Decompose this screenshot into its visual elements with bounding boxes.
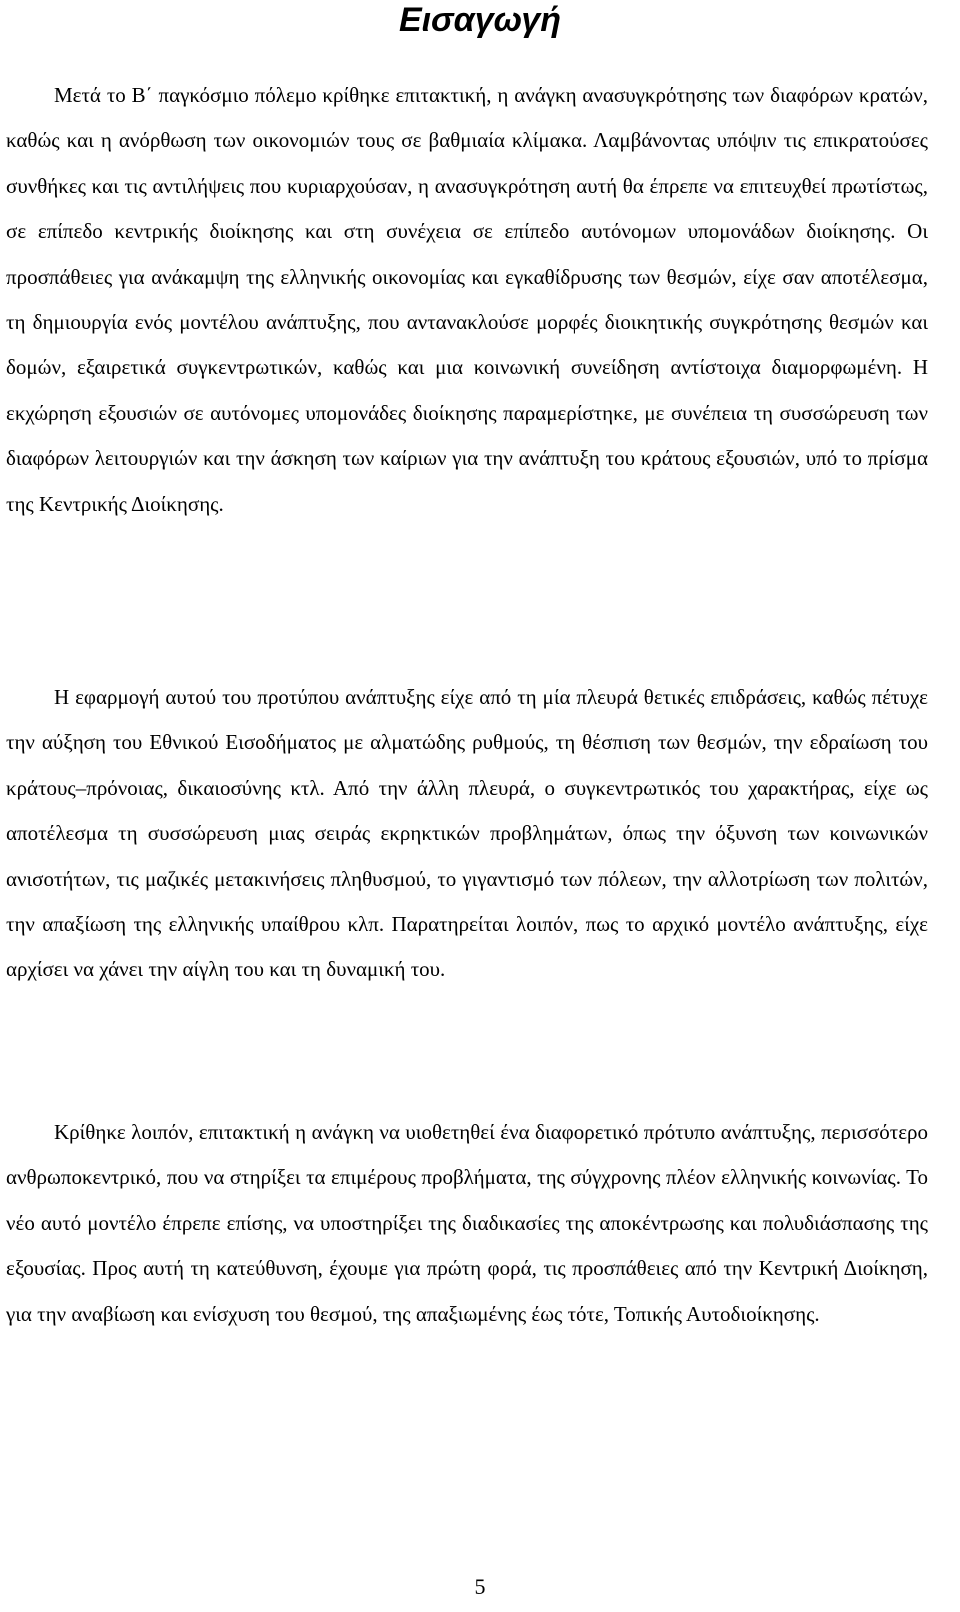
paragraph-2: Η εφαρμογή αυτού του προτύπου ανάπτυξης είχε από τη μία πλευρά θετικές επιδράσεις, καθώς πέτυχε την αύξηση του Εθνικού Εισοδήματος με αλματώδης ρυθμούς, τη θέσπιση των θεσμών, την εδραίωση του κράτους–πρόνοιας, δικαιοσύνης κτλ. Από την άλλη πλευρά, ο συγκεντρωτικός του χαρακτήρας, είχε ως αποτέλεσμα τη συσσώρευση μιας σειράς εκρηκτικών προβλημάτων, όπως την όξυνση των κοινωνικών ανισοτήτων, τις μαζικές μετακινήσεις πληθυσμού, το γιγαντισμό των πόλεων, την αλλοτρίωση των πολιτών, την απαξίωση της ελληνικής υπαίθρου κλπ. Παρατηρείται λοιπόν, πως το αρχικό μοντέλο ανάπτυξης, είχε αρχίσει να χάνει την αίγλη του και τη δυναμική του. [6, 685, 928, 982]
page-title: Εισαγωγή [398, 1, 562, 39]
paragraph-1: Μετά το Β΄ παγκόσμιο πόλεμο κρίθηκε επιτακτική, η ανάγκη ανασυγκρότησης των διαφόρων κρατών, καθώς και η ανόρθωση των οικονομιών τους σε βαθμιαία κλίμακα. Λαμβάνοντας υπόψιν τις επικρατούσες συνθήκες και τις αντιλήψεις που κυριαρχούσαν, η ανασυγκρότηση αυτή θα έπρεπε να επιτευχθεί πρωτίστως, σε επίπεδο κεντρικής διοίκησης και στη συνέχεια σε επίπεδο αυτόνομων υπομονάδων διοίκησης. Οι προσπάθειες για ανάκαμψη της ελληνικής οικονομίας και εγκαθίδρυσης των θεσμών, είχε σαν αποτέλεσμα, τη δημιουργία ενός μοντέλου ανάπτυξης, που αντανακλούσε μορφές διοικητικής συγκρότησης θεσμών και δομών, εξαιρετικά συγκεντρωτικών, καθώς και μια κοινωνική συνείδηση αντίστοιχα διαμορφωμένη. Η εκχώρηση εξουσιών σε αυτόνομες υπομονάδες διοίκησης παραμερίστηκε, με συνέπεια τη συσσώρευση των διαφόρων λειτουργιών και την άσκηση των καίριων για την ανάπτυξη του κράτους εξουσιών, υπό το πρίσμα της Κεντρικής Διοίκησης. [6, 83, 928, 516]
page-number: 5 [474, 1574, 486, 1599]
paragraph-3: Κρίθηκε λοιπόν, επιτακτική η ανάγκη να υιοθετηθεί ένα διαφορετικό πρότυπο ανάπτυξης, περισσότερο ανθρωποκεντρικό, που να στηρίξει τα επιμέρους προβλήματα, της σύγχρονης πλέον ελληνικής κοινωνίας. Το νέο αυτό μοντέλο έπρεπε επίσης, να υποστηρίξει της διαδικασίες της αποκέντρωσης και πολυδιάσπασης της εξουσίας. Προς αυτή τη κατεύθυνση, έχουμε για πρώτη φορά, τις προσπάθειες από την Κεντρική Διοίκηση, για την αναβίωση και ενίσχυση του θεσμού, της απαξιωμένης έως τότε, Τοπικής Αυτοδιοίκησης. [6, 1120, 928, 1326]
